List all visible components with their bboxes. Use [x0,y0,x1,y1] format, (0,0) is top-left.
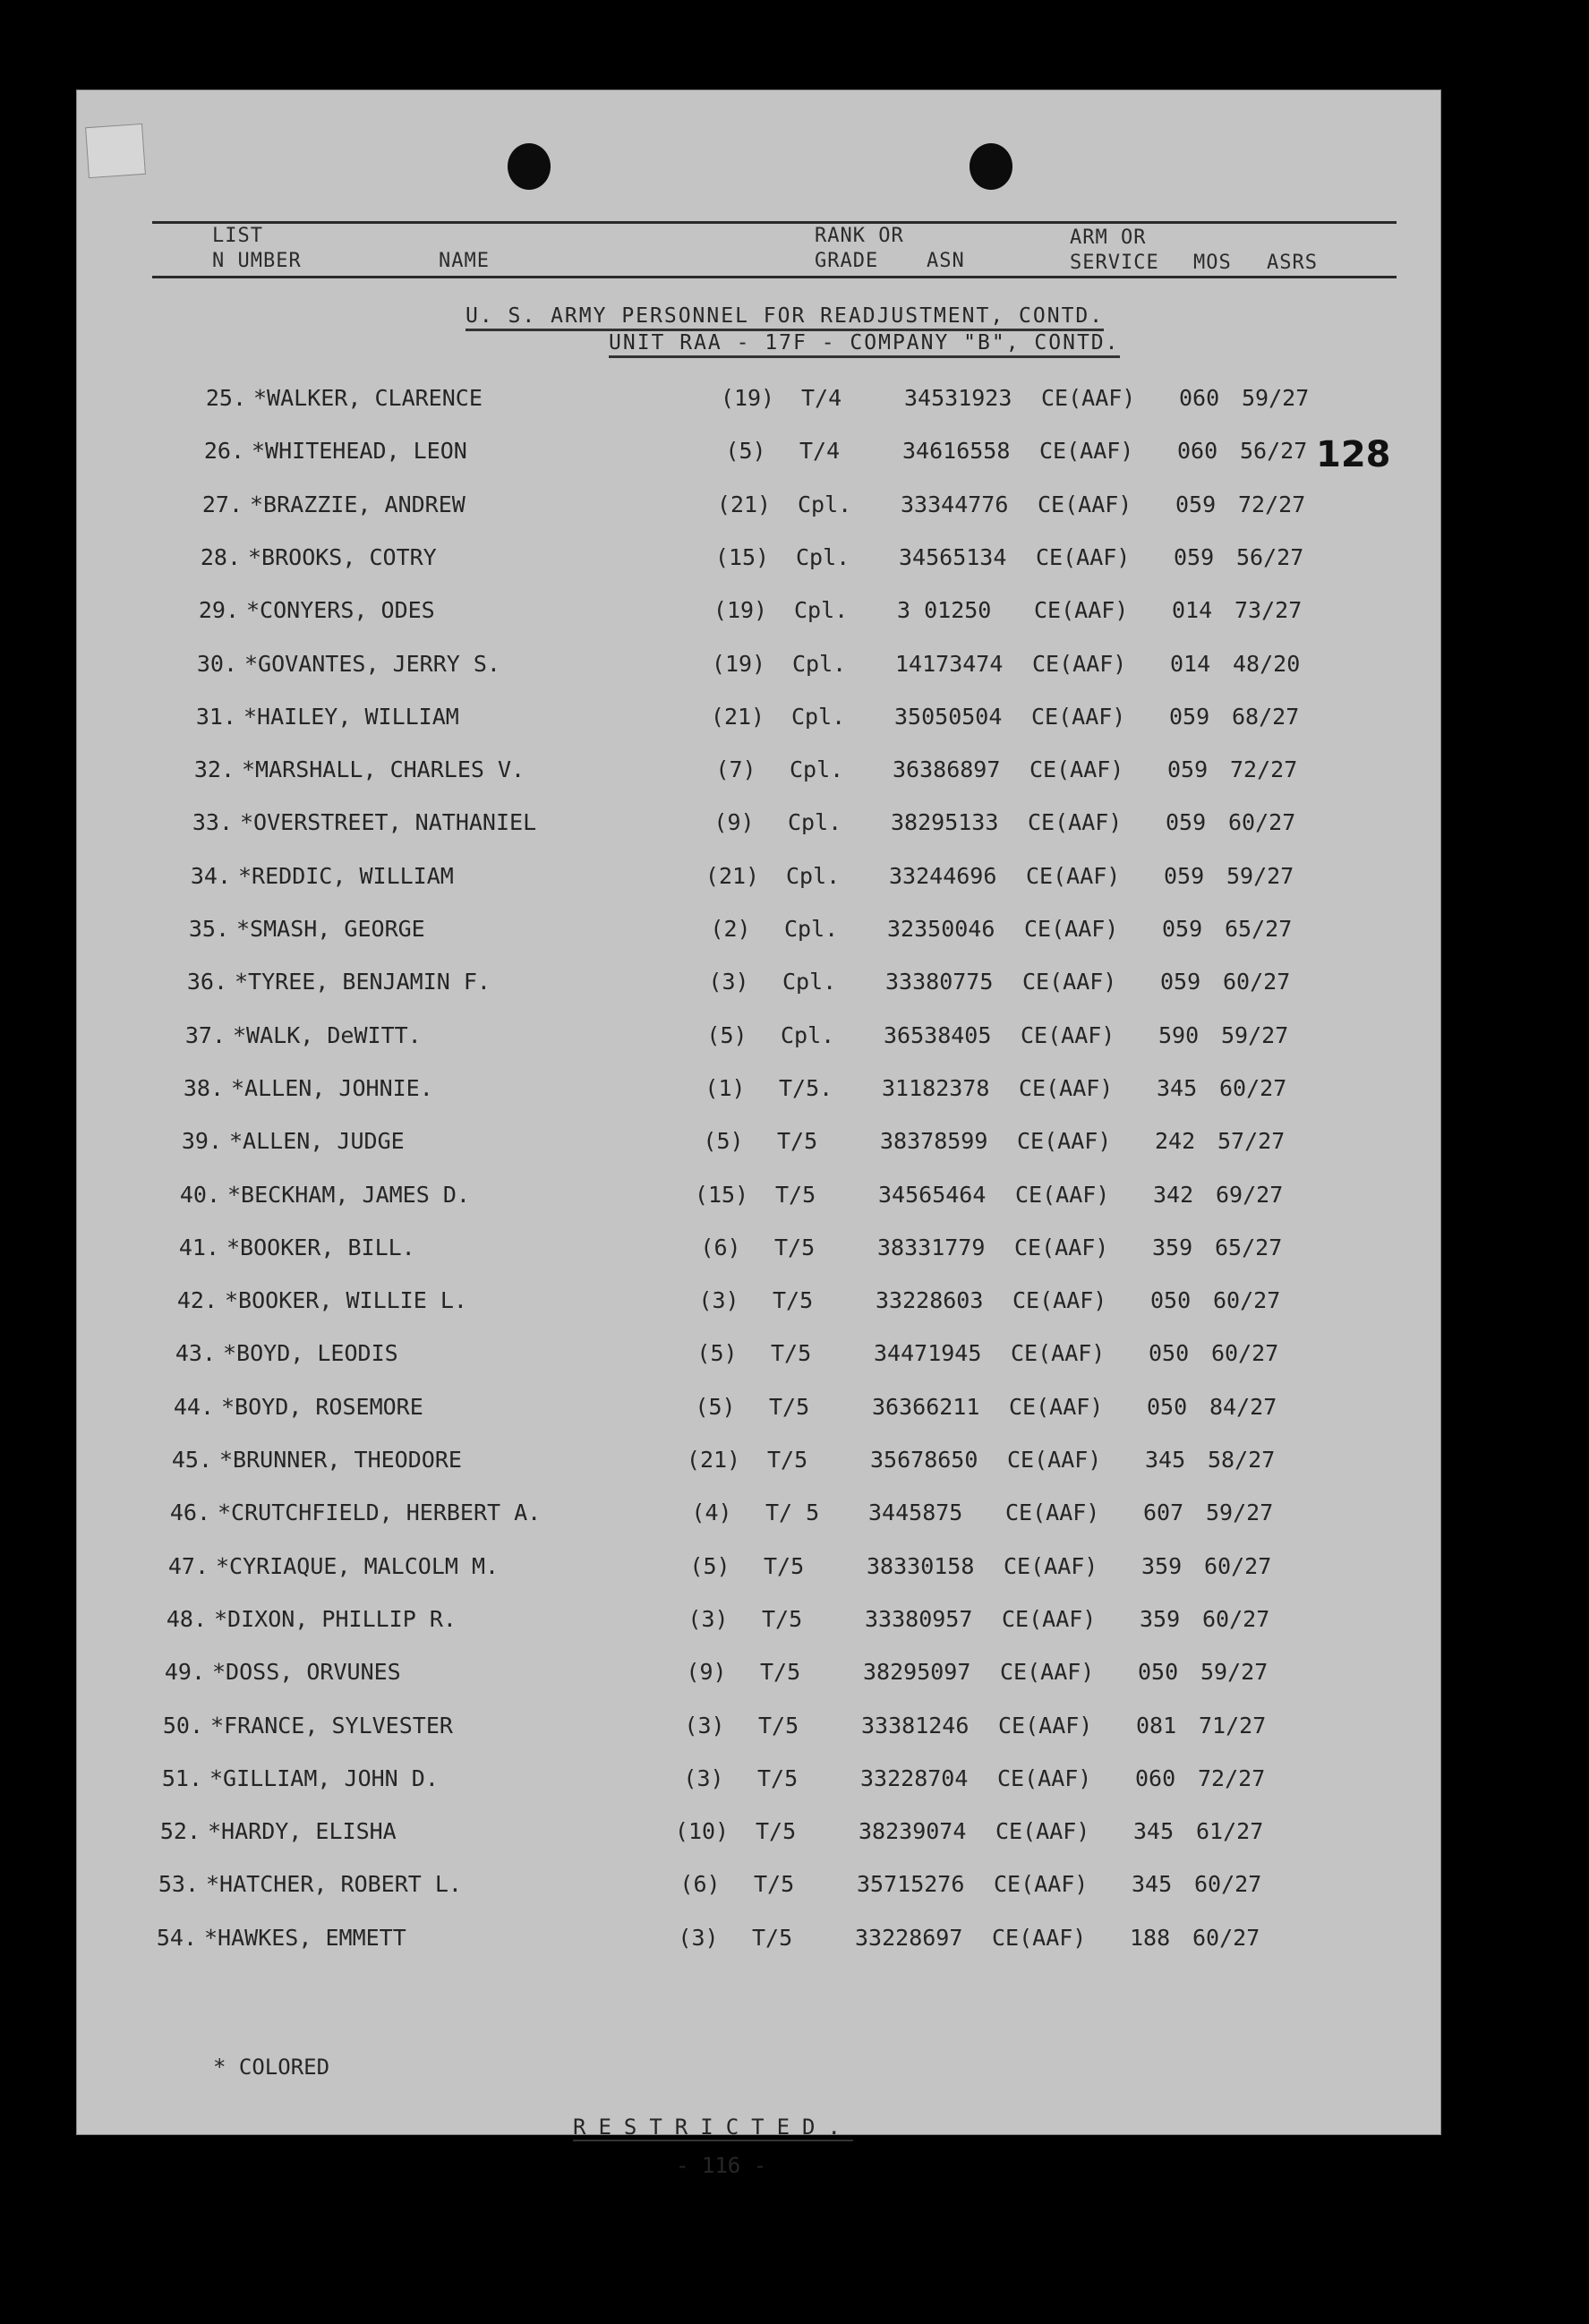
grade-cell: Cpl. [791,703,846,730]
asn-cell: 33381246 [861,1712,970,1739]
code-cell: (21) [705,862,760,889]
header-number-label: N UMBER [212,250,302,272]
header-asrs: ASRS [1267,252,1318,274]
asn-cell: 33228603 [876,1287,984,1314]
asrs-cell: 65/27 [1215,1234,1283,1260]
person-name: *CYRIAQUE, MALCOLM M. [216,1552,500,1579]
service-cell: CE(AAF) [1000,1659,1095,1686]
list-number: 30. [196,650,237,677]
page-mark-number: 128 [1316,434,1391,475]
list-number: 48. [166,1605,207,1632]
header-service-label: SERVICE [1070,252,1159,274]
person-name: *BOYD, LEODIS [223,1340,398,1367]
table-row [57,969,1422,1004]
table-row [49,1235,1414,1270]
service-cell: CE(AAF) [1039,438,1134,465]
table-row [37,1606,1402,1642]
service-cell: CE(AAF) [1022,969,1117,995]
person-name: *ALLEN, JOHNIE. [231,1074,433,1101]
table-row [67,651,1432,687]
code-cell: (3) [698,1287,739,1314]
table-row [35,1659,1400,1695]
mos-cell: 188 [1130,1924,1171,1951]
asn-cell: 34616558 [902,438,1011,465]
mos-cell: 050 [1149,1340,1190,1367]
code-cell: (19) [713,597,768,624]
grade-cell: T/5 [752,1924,793,1951]
code-cell: (3) [683,1764,724,1791]
person-name: *HAILEY, WILLIAM [243,703,459,730]
mos-cell: 059 [1169,703,1210,730]
classification-marking: RESTRICTED. [573,2115,853,2140]
person-name: *HAWKES, EMMETT [204,1924,406,1951]
service-cell: CE(AAF) [998,1712,1093,1739]
person-name: *WALKER, CLARENCE [253,385,483,411]
table-row [59,916,1424,952]
asrs-cell: 60/27 [1211,1340,1279,1367]
header-asn: ASN [927,250,965,272]
mos-cell: 359 [1152,1234,1193,1260]
person-name: *CRUTCHFIELD, HERBERT A. [218,1499,542,1526]
table-row [50,1182,1415,1218]
mos-cell: 050 [1147,1393,1188,1420]
mos-cell: 345 [1145,1447,1186,1473]
person-name: *BOOKER, BILL. [226,1234,415,1260]
grade-cell: T/5 [775,1181,816,1208]
code-cell: (3) [678,1924,719,1951]
service-cell: CE(AAF) [1007,1447,1102,1473]
list-number: 31. [195,703,236,730]
list-number: 49. [164,1659,205,1686]
asrs-cell: 60/27 [1219,1074,1287,1101]
table-row [61,863,1426,899]
service-cell: CE(AAF) [1019,1074,1114,1101]
mos-cell: 242 [1155,1128,1196,1155]
page-number: - 116 - [676,2153,767,2178]
table-row [42,1447,1407,1482]
list-number: 43. [175,1340,216,1367]
asn-cell: 3 01250 [897,597,992,624]
grade-cell: T/5 [764,1552,805,1579]
mos-cell: 050 [1150,1287,1192,1314]
person-name: *DIXON, PHILLIP R. [214,1605,457,1632]
code-cell: (5) [689,1552,730,1579]
asn-cell: 38331779 [877,1234,986,1260]
grade-cell: Cpl. [794,597,849,624]
asn-cell: 36366211 [872,1393,980,1420]
table-row [69,597,1434,633]
code-cell: (3) [708,969,749,995]
list-number: 27. [201,491,243,517]
table-row [63,809,1428,845]
table-row [44,1394,1409,1430]
mos-cell: 359 [1141,1552,1183,1579]
list-number: 29. [198,597,239,624]
list-number: 42. [176,1287,218,1314]
list-number: 35. [188,916,229,942]
code-cell: (15) [714,543,770,570]
asrs-cell: 73/27 [1234,597,1303,624]
person-name: *OVERSTREET, NATHANIEL [240,809,537,836]
person-name: *DOSS, ORVUNES [212,1659,401,1686]
mos-cell: 059 [1175,491,1217,517]
table-row [64,756,1430,792]
grade-cell: T/5 [767,1447,808,1473]
person-name: *BRAZZIE, ANDREW [250,491,466,517]
service-cell: CE(AAF) [1032,650,1127,677]
person-name: *SMASH, GEORGE [236,916,425,942]
code-cell: (10) [674,1818,730,1845]
asn-cell: 33344776 [901,491,1009,517]
person-name: *ALLEN, JUDGE [229,1128,405,1155]
service-cell: CE(AAF) [1024,916,1119,942]
service-cell: CE(AAF) [1004,1552,1098,1579]
header-name: NAME [439,250,490,272]
code-cell: (5) [725,438,766,465]
code-cell: (1) [705,1074,746,1101]
service-cell: CE(AAF) [1015,1181,1110,1208]
document-page [76,90,1441,2178]
grade-cell: T/5 [762,1605,803,1632]
asrs-cell: 60/27 [1213,1287,1281,1314]
code-cell: (5) [706,1021,748,1048]
asn-cell: 38295097 [863,1659,971,1686]
person-name: *WHITEHEAD, LEON [252,438,467,465]
header-rule-bottom [152,276,1397,278]
table-row [73,491,1438,527]
list-number: 50. [162,1712,203,1739]
asn-cell: 35678650 [870,1447,978,1473]
asn-cell: 33380957 [865,1605,973,1632]
person-name: *BECKHAM, JAMES D. [227,1181,470,1208]
asrs-cell: 60/27 [1228,809,1296,836]
grade-cell: T/5 [774,1234,816,1260]
table-row [71,544,1436,580]
person-name: *TYREE, BENJAMIN F. [235,969,491,995]
mos-cell: 014 [1172,597,1213,624]
header-mos: MOS [1193,252,1232,274]
table-row [47,1287,1413,1323]
asrs-cell: 59/27 [1221,1021,1289,1048]
asn-cell: 38330158 [867,1552,975,1579]
list-number: 40. [179,1181,220,1208]
grade-cell: T/5 [758,1712,799,1739]
service-cell: CE(AAF) [994,1871,1089,1898]
grade-cell: T/5 [754,1871,795,1898]
asn-cell: 34565464 [878,1181,987,1208]
asrs-cell: 68/27 [1232,703,1300,730]
service-cell: CE(AAF) [1005,1499,1100,1526]
grade-cell: T/5 [760,1659,801,1686]
list-number: 25. [205,385,246,411]
paper-corner-flap [85,124,146,178]
mos-cell: 014 [1170,650,1211,677]
table-row [40,1499,1405,1535]
mos-cell: 059 [1166,809,1207,836]
asrs-cell: 48/20 [1233,650,1301,677]
mos-cell: 060 [1179,385,1220,411]
asrs-cell: 60/27 [1192,1924,1260,1951]
list-number: 36. [186,969,227,995]
mos-cell: 060 [1135,1764,1176,1791]
header-grade-label: GRADE [815,250,879,272]
table-row [29,1871,1394,1907]
person-name: *BRUNNER, THEODORE [219,1447,462,1473]
grade-cell: T/4 [799,438,841,465]
list-number: 37. [184,1021,226,1048]
asn-cell: 38239074 [859,1818,967,1845]
grade-cell: T/5 [757,1764,799,1791]
grade-cell: Cpl. [798,491,852,517]
mos-cell: 050 [1138,1659,1179,1686]
asn-cell: 34565134 [899,543,1007,570]
code-cell: (7) [715,756,756,783]
header-list-label: LIST [212,225,263,247]
mos-cell: 059 [1164,862,1205,889]
asrs-cell: 56/27 [1240,438,1308,465]
person-name: *GILLIAM, JOHN D. [209,1764,439,1791]
asrs-cell: 59/27 [1242,385,1310,411]
mos-cell: 059 [1160,969,1201,995]
grade-cell: T/5 [777,1128,818,1155]
person-name: *WALK, DeWITT. [233,1021,422,1048]
list-number: 47. [167,1552,209,1579]
person-name: *GOVANTES, JERRY S. [244,650,500,677]
grade-cell: Cpl. [788,809,842,836]
header-rule-top [152,221,1397,224]
asrs-cell: 60/27 [1204,1552,1272,1579]
asrs-cell: 59/27 [1206,1499,1274,1526]
grade-cell: Cpl. [781,1021,835,1048]
mos-cell: 059 [1162,916,1203,942]
table-row [76,385,1441,421]
grade-cell: T/5 [771,1340,812,1367]
grade-cell: Cpl. [786,862,841,889]
grade-cell: T/ 5 [765,1499,820,1526]
grade-cell: T/4 [801,385,842,411]
table-row [74,438,1439,474]
list-number: 32. [193,756,235,783]
list-number: 51. [161,1764,202,1791]
asn-cell: 38378599 [880,1128,988,1155]
asrs-cell: 84/27 [1209,1393,1277,1420]
asn-cell: 33244696 [889,862,997,889]
mos-cell: 345 [1133,1818,1175,1845]
service-cell: CE(AAF) [1038,491,1132,517]
list-number: 45. [171,1447,212,1473]
service-cell: CE(AAF) [1041,385,1136,411]
service-cell: CE(AAF) [1021,1021,1115,1048]
asn-cell: 33380775 [885,969,994,995]
list-number: 26. [203,438,244,465]
code-cell: (6) [700,1234,741,1260]
grade-cell: T/5 [773,1287,814,1314]
asrs-cell: 65/27 [1225,916,1293,942]
asn-cell: 32350046 [887,916,995,942]
header-rank-label: RANK OR [815,225,904,247]
table-row [38,1553,1404,1589]
list-number: 34. [190,862,231,889]
person-name: *FRANCE, SYLVESTER [210,1712,453,1739]
mos-cell: 081 [1136,1712,1177,1739]
mos-cell: 345 [1132,1871,1173,1898]
list-number: 44. [173,1393,214,1420]
table-row [27,1925,1392,1961]
table-row [54,1075,1419,1111]
list-number: 33. [192,809,233,836]
list-number: 39. [181,1128,222,1155]
mos-cell: 060 [1177,438,1218,465]
table-row [52,1128,1417,1164]
asrs-cell: 72/27 [1198,1764,1266,1791]
asn-cell: 35715276 [857,1871,965,1898]
service-cell: CE(AAF) [1011,1340,1106,1367]
list-number: 38. [183,1074,224,1101]
asrs-cell: 57/27 [1217,1128,1286,1155]
code-cell: (19) [711,650,766,677]
code-cell: (5) [696,1340,738,1367]
header-arm-service [1070,226,1159,276]
asrs-cell: 60/27 [1202,1605,1270,1632]
asrs-cell: 58/27 [1208,1447,1276,1473]
list-number: 41. [178,1234,219,1260]
asrs-cell: 56/27 [1236,543,1304,570]
list-number: 53. [158,1871,199,1898]
punch-hole-right [970,143,1012,190]
code-cell: (2) [710,916,751,942]
asn-cell: 38295133 [891,809,999,836]
code-cell: (19) [720,385,775,411]
asrs-cell: 69/27 [1216,1181,1284,1208]
service-cell: CE(AAF) [1036,543,1131,570]
footnote: * COLORED [213,2055,330,2080]
mos-cell: 342 [1153,1181,1194,1208]
grade-cell: Cpl. [784,916,839,942]
person-name: *BOOKER, WILLIE L. [225,1287,467,1314]
service-cell: CE(AAF) [997,1764,1092,1791]
table-row [32,1765,1397,1801]
service-cell: CE(AAF) [1012,1287,1107,1314]
service-cell: CE(AAF) [1014,1234,1109,1260]
person-name: *HARDY, ELISHA [208,1818,397,1845]
code-cell: (3) [684,1712,725,1739]
asn-cell: 34531923 [904,385,1012,411]
asrs-cell: 71/27 [1199,1712,1267,1739]
table-row [33,1713,1398,1748]
person-name: *REDDIC, WILLIAM [238,862,454,889]
service-cell: CE(AAF) [995,1818,1090,1845]
title-line-1: U. S. ARMY PERSONNEL FOR READJUSTMENT, CONTD. [466,304,1104,331]
list-number: 46. [169,1499,210,1526]
asrs-cell: 72/27 [1230,756,1298,783]
person-name: *CONYERS, ODES [246,597,435,624]
asn-cell: 14173474 [895,650,1004,677]
asn-cell: 36538405 [884,1021,992,1048]
punch-hole-left [508,143,551,190]
service-cell: CE(AAF) [1034,597,1129,624]
code-cell: (5) [703,1128,744,1155]
service-cell: CE(AAF) [1028,809,1123,836]
code-cell: (3) [688,1605,729,1632]
code-cell: (9) [713,809,755,836]
table-row [56,1022,1421,1058]
asrs-cell: 60/27 [1194,1871,1262,1898]
grade-cell: T/5. [779,1074,833,1101]
asn-cell: 33228704 [860,1764,969,1791]
code-cell: (21) [686,1447,741,1473]
service-cell: CE(AAF) [1009,1393,1104,1420]
mos-cell: 590 [1158,1021,1200,1048]
service-cell: CE(AAF) [992,1924,1087,1951]
mos-cell: 059 [1167,756,1209,783]
code-cell: (9) [686,1659,727,1686]
list-number: 54. [156,1924,197,1951]
asn-cell: 3445875 [868,1499,963,1526]
code-cell: (21) [710,703,765,730]
grade-cell: Cpl. [782,969,837,995]
header-arm-label: ARM OR [1070,226,1147,249]
asrs-cell: 60/27 [1223,969,1291,995]
asn-cell: 36386897 [893,756,1001,783]
table-row [46,1340,1411,1376]
person-name: *MARSHALL, CHARLES V. [242,756,525,783]
header-rank-grade [815,224,904,274]
mos-cell: 607 [1143,1499,1184,1526]
code-cell: (6) [679,1871,721,1898]
grade-cell: Cpl. [796,543,850,570]
title-line-2: UNIT RAA - 17F - COMPANY "B", CONTD. [609,331,1120,358]
table-row [66,704,1431,739]
service-cell: CE(AAF) [1026,862,1121,889]
asn-cell: 33228697 [855,1924,963,1951]
code-cell: (21) [716,491,772,517]
code-cell: (4) [691,1499,732,1526]
code-cell: (5) [695,1393,736,1420]
mos-cell: 059 [1174,543,1215,570]
grade-cell: T/5 [756,1818,797,1845]
person-name: *BROOKS, COTRY [248,543,437,570]
list-number: 28. [200,543,241,570]
asrs-cell: 59/27 [1200,1659,1269,1686]
asrs-cell: 72/27 [1238,491,1306,517]
grade-cell: Cpl. [792,650,847,677]
person-name: *HATCHER, ROBERT L. [206,1871,462,1898]
service-cell: CE(AAF) [1017,1128,1112,1155]
asrs-cell: 61/27 [1196,1818,1264,1845]
service-cell: CE(AAF) [1002,1605,1097,1632]
header-list-number [212,224,302,274]
service-cell: CE(AAF) [1031,703,1126,730]
list-number: 52. [159,1818,201,1845]
code-cell: (15) [694,1181,749,1208]
table-row [30,1818,1396,1854]
grade-cell: Cpl. [790,756,844,783]
asn-cell: 34471945 [874,1340,982,1367]
mos-cell: 359 [1140,1605,1181,1632]
service-cell: CE(AAF) [1029,756,1124,783]
grade-cell: T/5 [769,1393,810,1420]
asrs-cell: 59/27 [1226,862,1294,889]
asn-cell: 35050504 [894,703,1003,730]
mos-cell: 345 [1157,1074,1198,1101]
asn-cell: 31182378 [882,1074,990,1101]
person-name: *BOYD, ROSEMORE [221,1393,423,1420]
